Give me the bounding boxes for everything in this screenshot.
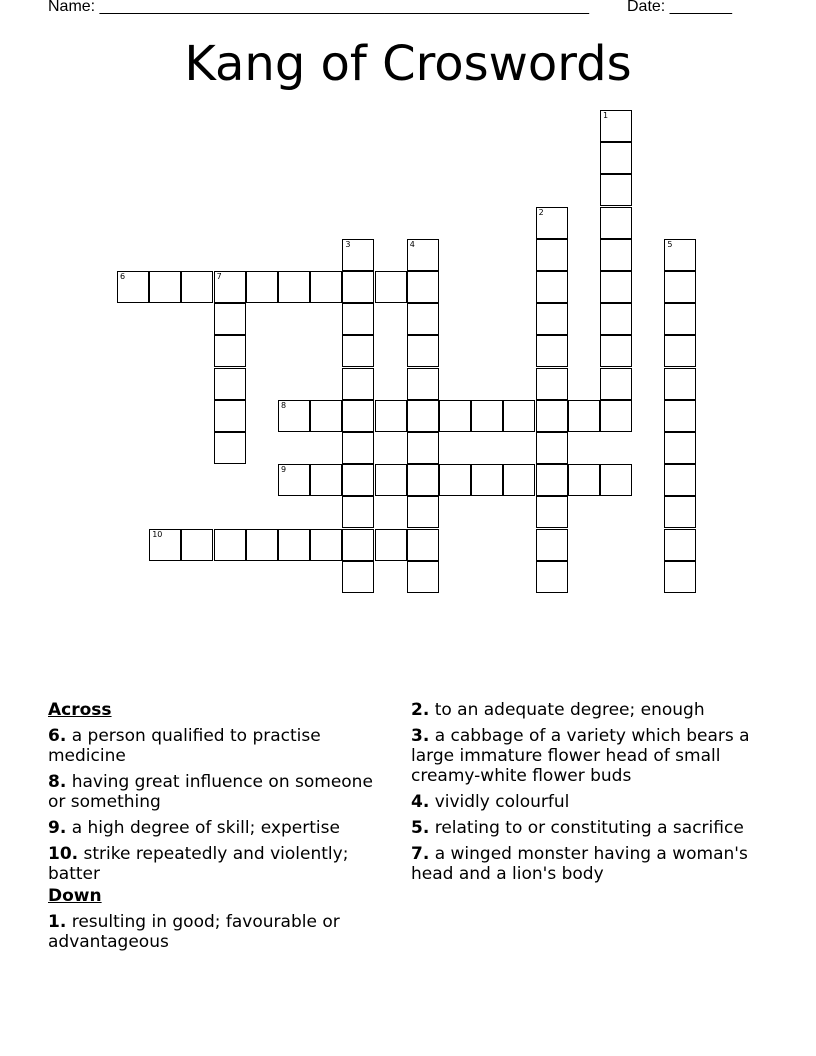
grid-cell[interactable] — [214, 335, 246, 367]
grid-cell[interactable] — [600, 303, 632, 335]
grid-cell[interactable] — [407, 239, 439, 271]
grid-cell[interactable] — [439, 464, 471, 496]
grid-cell[interactable] — [568, 464, 600, 496]
grid-cell[interactable] — [278, 464, 310, 496]
grid-cell[interactable] — [536, 368, 568, 400]
grid-cell[interactable] — [278, 529, 310, 561]
clue-number-label: 8 — [281, 400, 287, 410]
grid-cell[interactable] — [536, 207, 568, 239]
grid-cell[interactable] — [536, 561, 568, 593]
clue-number: 10. — [48, 844, 79, 864]
grid-cell[interactable] — [407, 464, 439, 496]
clue-number: 8. — [48, 772, 67, 792]
grid-cell[interactable] — [181, 271, 213, 303]
grid-cell[interactable] — [214, 368, 246, 400]
grid-cell[interactable] — [342, 432, 374, 464]
clue-text: vividly colourful — [429, 792, 570, 812]
clue-number-label: 3 — [345, 239, 351, 249]
grid-cell[interactable] — [536, 303, 568, 335]
clue-text: strike repeatedly and violently; batter — [48, 844, 349, 884]
grid-cell[interactable] — [600, 110, 632, 142]
grid-cell[interactable] — [342, 368, 374, 400]
clue-text: resulting in good; favourable or advantageous — [48, 912, 340, 952]
grid-cell[interactable] — [375, 529, 407, 561]
clue-text: a cabbage of a variety which bears a large immature flower head of small creamy-white flower buds — [411, 726, 750, 786]
clue-text: a winged monster having a woman's head and a lion's body — [411, 844, 748, 884]
grid-cell[interactable] — [149, 271, 181, 303]
grid-cell[interactable] — [342, 239, 374, 271]
grid-cell[interactable] — [471, 464, 503, 496]
grid-cell[interactable] — [600, 400, 632, 432]
grid-cell[interactable] — [342, 303, 374, 335]
grid-cell[interactable] — [600, 174, 632, 206]
across-clue-list — [48, 726, 388, 884]
grid-cell[interactable] — [600, 207, 632, 239]
clue-across-9 — [48, 818, 388, 838]
clue-text: having great influence on someone or something — [48, 772, 373, 812]
grid-cell[interactable] — [149, 529, 181, 561]
clue-number-label: 6 — [120, 272, 126, 281]
clue-number: 7. — [411, 844, 430, 864]
grid-cell[interactable] — [342, 561, 374, 593]
clue-text: a high degree of skill; expertise — [66, 818, 340, 838]
clue-text: relating to or constituting a sacrifice — [429, 818, 744, 838]
grid-cell[interactable] — [246, 271, 278, 303]
clues-right-column — [411, 700, 771, 890]
grid-cell[interactable] — [407, 303, 439, 335]
grid-cell[interactable] — [536, 335, 568, 367]
grid-cell[interactable] — [310, 529, 342, 561]
grid-cell[interactable] — [342, 271, 374, 303]
date-field-label: Date: _______ — [627, 0, 732, 15]
clue-down-1 — [48, 912, 388, 952]
grid-cell[interactable] — [246, 529, 278, 561]
clue-down-7 — [411, 844, 771, 884]
grid-cell[interactable] — [342, 529, 374, 561]
grid-cell[interactable] — [536, 400, 568, 432]
grid-cell[interactable] — [664, 432, 696, 464]
grid-cell[interactable] — [214, 400, 246, 432]
grid-cell[interactable] — [664, 400, 696, 432]
grid-cell[interactable] — [310, 271, 342, 303]
down-heading: Down — [48, 886, 102, 906]
clue-number: 4. — [411, 792, 430, 812]
grid-cell[interactable] — [117, 271, 149, 303]
grid-cell[interactable] — [600, 142, 632, 174]
grid-cell[interactable] — [310, 464, 342, 496]
grid-cell[interactable] — [664, 496, 696, 528]
grid-cell[interactable] — [407, 496, 439, 528]
grid-cell[interactable] — [600, 335, 632, 367]
grid-cell[interactable] — [503, 464, 535, 496]
grid-cell[interactable] — [407, 271, 439, 303]
grid-cell[interactable] — [600, 368, 632, 400]
grid-cell[interactable] — [407, 400, 439, 432]
clue-number-label: 4 — [409, 239, 415, 249]
grid-cell[interactable] — [407, 561, 439, 593]
clue-number: 9. — [48, 818, 67, 838]
grid-cell[interactable] — [214, 529, 246, 561]
grid-cell[interactable] — [310, 400, 342, 432]
grid-cell[interactable] — [664, 561, 696, 593]
clues-left-column — [48, 700, 388, 958]
grid-cell[interactable] — [342, 400, 374, 432]
grid-cell[interactable] — [407, 368, 439, 400]
clue-number-label: 9 — [281, 465, 287, 475]
grid-cell[interactable] — [214, 303, 246, 335]
clue-text: a person qualified to practise medicine — [48, 726, 321, 766]
grid-cell[interactable] — [664, 335, 696, 367]
grid-cell[interactable] — [536, 271, 568, 303]
clue-number: 1. — [48, 912, 67, 932]
grid-cell[interactable] — [600, 464, 632, 496]
grid-cell[interactable] — [600, 271, 632, 303]
clue-text: to an adequate degree; enough — [429, 700, 705, 720]
clue-number: 2. — [411, 700, 430, 720]
clue-across-8 — [48, 772, 388, 812]
clue-number-label: 2 — [538, 207, 544, 217]
grid-cell[interactable] — [181, 529, 213, 561]
grid-cell[interactable] — [664, 529, 696, 561]
grid-cell[interactable] — [536, 239, 568, 271]
clue-number: 3. — [411, 726, 430, 746]
clue-number-label: 5 — [667, 239, 673, 249]
clue-number-label: 7 — [216, 272, 222, 281]
grid-cell[interactable] — [536, 432, 568, 464]
clue-number-label: 1 — [603, 111, 609, 120]
grid-cell[interactable] — [471, 400, 503, 432]
grid-cell[interactable] — [214, 271, 246, 303]
clue-number-label: 10 — [152, 529, 163, 539]
name-field-label: Name: _______________________________________________________ — [48, 0, 589, 15]
grid-cell[interactable] — [278, 400, 310, 432]
grid-cell[interactable] — [664, 303, 696, 335]
grid-cell[interactable] — [407, 529, 439, 561]
grid-cell[interactable] — [664, 271, 696, 303]
grid-cell[interactable] — [536, 529, 568, 561]
clue-down-3 — [411, 726, 771, 786]
clue-across-10 — [48, 844, 388, 884]
clue-down-5 — [411, 818, 771, 838]
grid-cell[interactable] — [664, 239, 696, 271]
grid-cell[interactable] — [407, 335, 439, 367]
grid-cell[interactable] — [407, 432, 439, 464]
grid-cell[interactable] — [278, 271, 310, 303]
grid-cell[interactable] — [214, 432, 246, 464]
clue-down-4 — [411, 792, 771, 812]
grid-cell[interactable] — [342, 464, 374, 496]
grid-cell[interactable] — [503, 400, 535, 432]
grid-cell[interactable] — [664, 368, 696, 400]
page-title: Kang of Croswords — [184, 36, 632, 92]
across-heading: Across — [48, 700, 112, 720]
grid-cell[interactable] — [342, 335, 374, 367]
grid-cell[interactable] — [439, 400, 471, 432]
down-clue-list-left — [48, 912, 388, 952]
grid-cell[interactable] — [536, 464, 568, 496]
grid-cell[interactable] — [536, 496, 568, 528]
grid-cell[interactable] — [375, 400, 407, 432]
clue-number: 6. — [48, 726, 67, 746]
grid-cell[interactable] — [664, 464, 696, 496]
clue-across-6 — [48, 726, 388, 766]
clue-down-2 — [411, 700, 771, 720]
grid-cell[interactable] — [375, 464, 407, 496]
grid-cell[interactable] — [375, 271, 407, 303]
grid-cell[interactable] — [600, 239, 632, 271]
grid-cell[interactable] — [342, 496, 374, 528]
clue-number: 5. — [411, 818, 430, 838]
grid-cell[interactable] — [568, 400, 600, 432]
